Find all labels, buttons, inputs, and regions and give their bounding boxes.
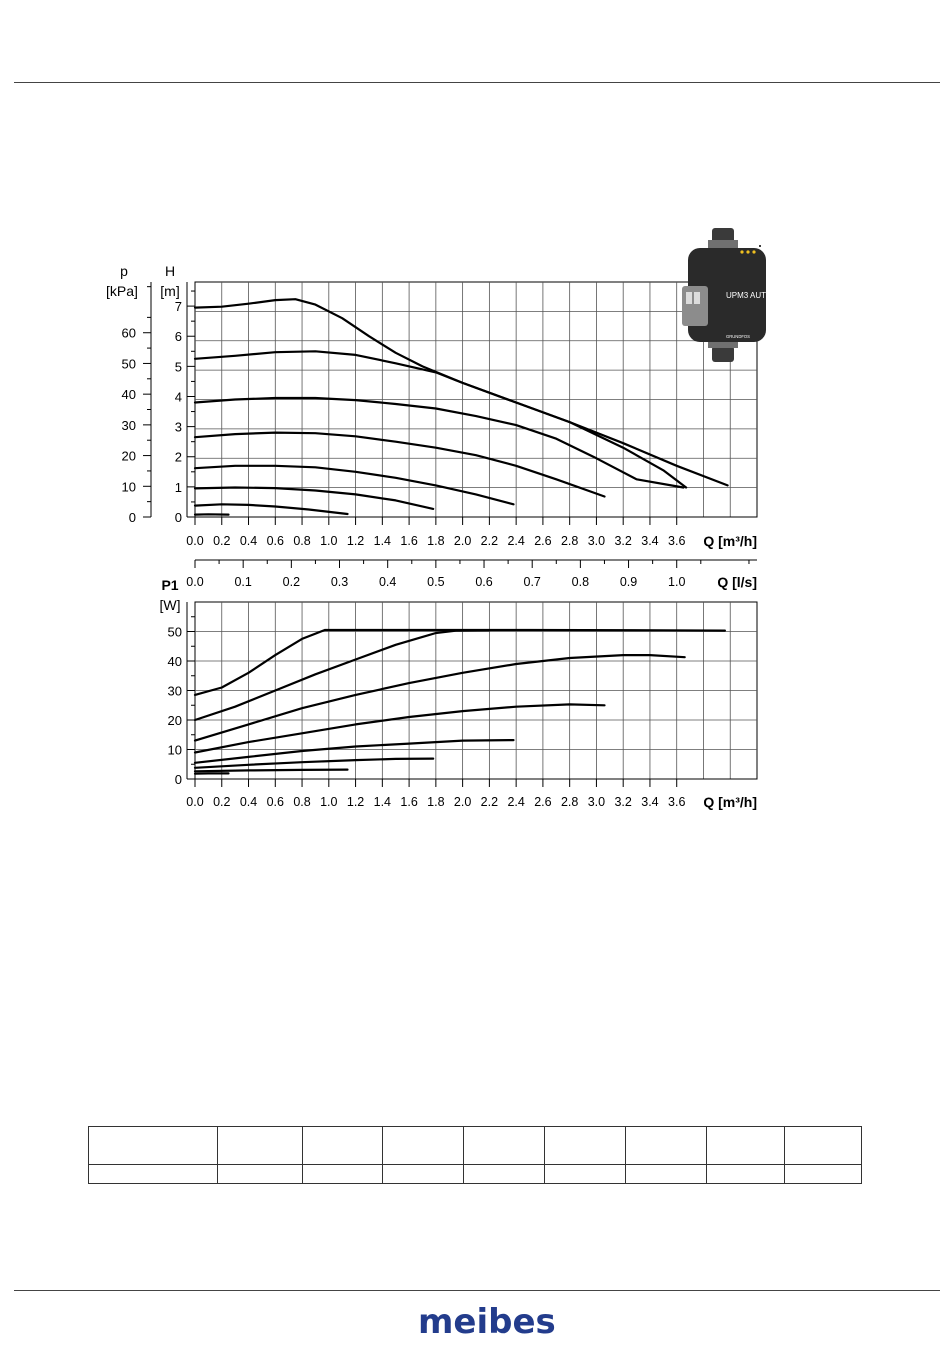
series-line-7 bbox=[195, 504, 348, 514]
x-tick-label: 3.2 bbox=[614, 534, 632, 548]
p-tick-label: 50 bbox=[121, 356, 136, 372]
secondary-tick-label: 0.7 bbox=[523, 575, 541, 589]
h-tick-label: 2 bbox=[174, 449, 182, 465]
h-tick-label: 7 bbox=[174, 299, 182, 315]
x-tick-label: 2.2 bbox=[480, 534, 499, 548]
power-chart bbox=[160, 577, 758, 810]
p1-axis-label: P1 bbox=[161, 577, 179, 593]
x-tick-label: 1.0 bbox=[320, 795, 338, 809]
table-row bbox=[89, 1127, 862, 1165]
spec-table bbox=[88, 1126, 862, 1184]
p-tick-label: 60 bbox=[121, 325, 136, 341]
p-tick-label: 20 bbox=[121, 448, 136, 464]
x-tick-label: 1.6 bbox=[400, 534, 418, 548]
p1-axis-unit: [W] bbox=[159, 597, 181, 613]
head-chart bbox=[106, 263, 757, 590]
x-tick-label: 0.2 bbox=[213, 534, 231, 548]
p1-tick-label: 20 bbox=[167, 713, 182, 728]
p-tick-label: 0 bbox=[128, 510, 136, 525]
series-line-3 bbox=[195, 398, 683, 488]
x-tick-label: 3.0 bbox=[587, 795, 606, 809]
x-tick-label: 1.6 bbox=[400, 795, 418, 809]
h-tick-label: 5 bbox=[174, 359, 182, 375]
h-tick-label: 6 bbox=[174, 329, 182, 345]
x-tick-label: 1.8 bbox=[427, 534, 445, 548]
meibes-logo: meibes bbox=[418, 1302, 556, 1342]
x-tick-label: 2.8 bbox=[560, 534, 579, 548]
secondary-axis-title: Q [l/s] bbox=[717, 574, 757, 590]
p1-tick-label: 10 bbox=[167, 742, 182, 758]
series-line-5 bbox=[195, 466, 514, 505]
x-axis-title: Q [m³/h] bbox=[703, 794, 757, 810]
secondary-tick-label: 0.8 bbox=[571, 575, 590, 589]
x-tick-label: 2.6 bbox=[534, 795, 552, 809]
x-tick-label: 1.4 bbox=[373, 795, 392, 809]
h-tick-label: 4 bbox=[174, 389, 182, 405]
x-tick-label: 2.8 bbox=[560, 795, 579, 809]
secondary-tick-label: 0.3 bbox=[330, 575, 349, 589]
secondary-tick-label: 0.1 bbox=[234, 575, 252, 589]
pump-brand-label: GRUNDFOS bbox=[726, 334, 750, 339]
secondary-tick-label: 0.2 bbox=[282, 575, 301, 589]
x-tick-label: 3.0 bbox=[587, 534, 606, 548]
x-tick-label: 0.6 bbox=[266, 534, 284, 548]
x-tick-label: 3.2 bbox=[614, 795, 632, 809]
x-tick-label: 0.2 bbox=[213, 795, 231, 809]
p-tick-label: 40 bbox=[121, 387, 136, 403]
series-line-3 bbox=[195, 655, 685, 741]
x-tick-label: 3.4 bbox=[641, 534, 659, 548]
x-tick-label: 2.0 bbox=[453, 795, 472, 809]
x-tick-label: 2.6 bbox=[534, 534, 552, 548]
p-axis-label: p bbox=[120, 263, 128, 279]
secondary-tick-label: 1.0 bbox=[668, 575, 686, 589]
x-tick-label: 2.4 bbox=[507, 534, 525, 548]
pump-model-label: UPM3 AUTO bbox=[726, 291, 773, 300]
x-tick-label: 0.4 bbox=[239, 534, 258, 548]
x-tick-label: 0.6 bbox=[266, 795, 284, 809]
x-tick-label: 1.0 bbox=[320, 534, 338, 548]
h-axis-label: H bbox=[164, 263, 176, 279]
h-tick-label: 1 bbox=[174, 479, 182, 495]
x-axis-title: Q [m³/h] bbox=[703, 533, 757, 549]
x-tick-label: 2.0 bbox=[453, 534, 472, 548]
series-line-1 bbox=[195, 630, 725, 695]
series-line-7 bbox=[195, 770, 348, 772]
x-tick-label: 0.4 bbox=[239, 795, 258, 809]
secondary-tick-label: 0.9 bbox=[619, 575, 638, 589]
h-tick-label: 0 bbox=[174, 510, 182, 525]
p-tick-label: 30 bbox=[121, 417, 136, 433]
series-line-6 bbox=[195, 759, 433, 768]
bottom-rule bbox=[14, 1290, 940, 1291]
x-tick-label: 3.6 bbox=[668, 795, 686, 809]
secondary-tick-label: 0.0 bbox=[186, 575, 204, 589]
p1-tick-label: 30 bbox=[167, 683, 182, 699]
x-tick-label: 2.4 bbox=[507, 795, 525, 809]
x-tick-label: 2.2 bbox=[480, 795, 499, 809]
x-tick-label: 0.8 bbox=[293, 795, 311, 809]
h-tick-label: 3 bbox=[174, 419, 182, 435]
x-tick-label: 3.4 bbox=[641, 795, 659, 809]
x-tick-label: 0.0 bbox=[186, 534, 204, 548]
x-tick-label: 1.8 bbox=[427, 795, 445, 809]
p1-tick-label: 40 bbox=[167, 654, 182, 669]
x-tick-label: 1.2 bbox=[346, 795, 365, 809]
p-axis-unit: [kPa] bbox=[106, 283, 138, 299]
series-line-6 bbox=[195, 488, 433, 509]
p1-tick-label: 50 bbox=[167, 624, 182, 640]
x-tick-label: 3.6 bbox=[668, 534, 686, 548]
x-tick-label: 0.0 bbox=[186, 795, 204, 809]
p-tick-label: 10 bbox=[121, 479, 136, 495]
x-tick-label: 0.8 bbox=[293, 534, 311, 548]
secondary-tick-label: 0.4 bbox=[378, 575, 397, 589]
p1-tick-label: 0 bbox=[174, 772, 182, 787]
x-tick-label: 1.2 bbox=[346, 534, 365, 548]
h-axis-unit: [m] bbox=[160, 283, 180, 299]
pump-image bbox=[680, 226, 773, 364]
secondary-tick-label: 0.6 bbox=[475, 575, 493, 589]
table-row bbox=[89, 1165, 862, 1184]
x-tick-label: 1.4 bbox=[373, 534, 392, 548]
secondary-tick-label: 0.5 bbox=[427, 575, 445, 589]
